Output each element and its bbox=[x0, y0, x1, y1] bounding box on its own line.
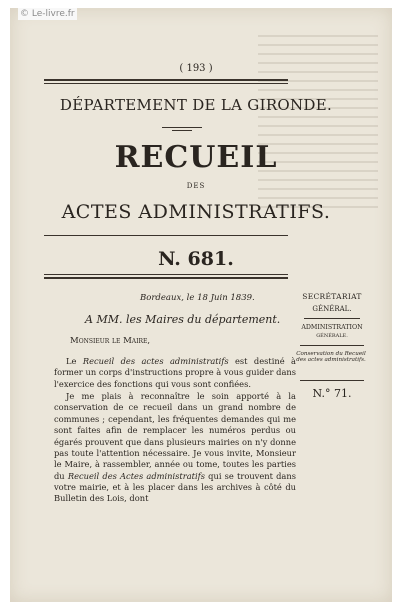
document-title: RECUEIL bbox=[114, 140, 278, 175]
sidebar-rule-3 bbox=[300, 380, 364, 381]
sidebar-subject-note: Conservation du Recueil des actes administratifs. bbox=[296, 351, 366, 364]
ornament-rule bbox=[162, 127, 202, 128]
sidebar-rule-2 bbox=[300, 345, 364, 346]
top-rule-thick bbox=[44, 79, 288, 81]
ornament-rule-short bbox=[172, 130, 192, 131]
letter-address: A MM. les Maires du département. bbox=[85, 313, 281, 326]
issue-number: N. 681. bbox=[158, 248, 234, 270]
top-rule-thin bbox=[44, 83, 288, 84]
paragraph-1: Le Recueil des actes administratifs est destiné à former un corps d'instructions propre à vous guider dans l'exercice des fonctions qui vous sont confiées. bbox=[54, 356, 296, 389]
sidebar-generale: GÉNÉRALE. bbox=[316, 333, 348, 339]
sidebar-secretariat: SECRÉTARIAT bbox=[302, 292, 362, 301]
sidebar-number: N.° 71. bbox=[312, 387, 352, 400]
department-heading: DÉPARTEMENT DE LA GIRONDE. bbox=[59, 96, 333, 114]
number-rule-bottom-thin bbox=[44, 274, 288, 275]
number-rule-bottom-thick bbox=[44, 277, 288, 279]
sidebar-rule-1 bbox=[304, 318, 360, 319]
document-subtitle: ACTES ADMINISTRATIFS. bbox=[61, 201, 331, 223]
title-connector: DES bbox=[186, 182, 206, 190]
page-number: ( 193 ) bbox=[179, 63, 213, 74]
sidebar-administration: ADMINISTRATION bbox=[301, 324, 363, 331]
letter-body bbox=[54, 356, 296, 505]
watermark-stamp: © Le-livre.fr bbox=[20, 9, 75, 19]
number-rule-top bbox=[44, 235, 288, 236]
letter-date: Bordeaux, le 18 Juin 1839. bbox=[140, 293, 255, 303]
document-page bbox=[10, 8, 392, 602]
paragraph-2: Je me plais à reconnaître le soin apporté à la conservation de ce recueil dans un grand nombre de communes ; cependant, les fréquentes demandes qui me sont faites afin de remplacer les numéros perdus ou égarés prouvent que dans plusieurs mairies on n'y donne pas toute l'attention nécessaire. Je vous invite, Monsieur le Maire, à rassembler, année ou tome, toutes les parties du Recueil des Actes administratifs qui se trouvent dans votre mairie, et à les placer dans les archives à côté du Bulletin des Lois, dont bbox=[54, 391, 296, 504]
sidebar-general: GÉNÉRAL. bbox=[312, 305, 352, 313]
letter-salutation: Monsieur le Maire, bbox=[70, 336, 151, 346]
